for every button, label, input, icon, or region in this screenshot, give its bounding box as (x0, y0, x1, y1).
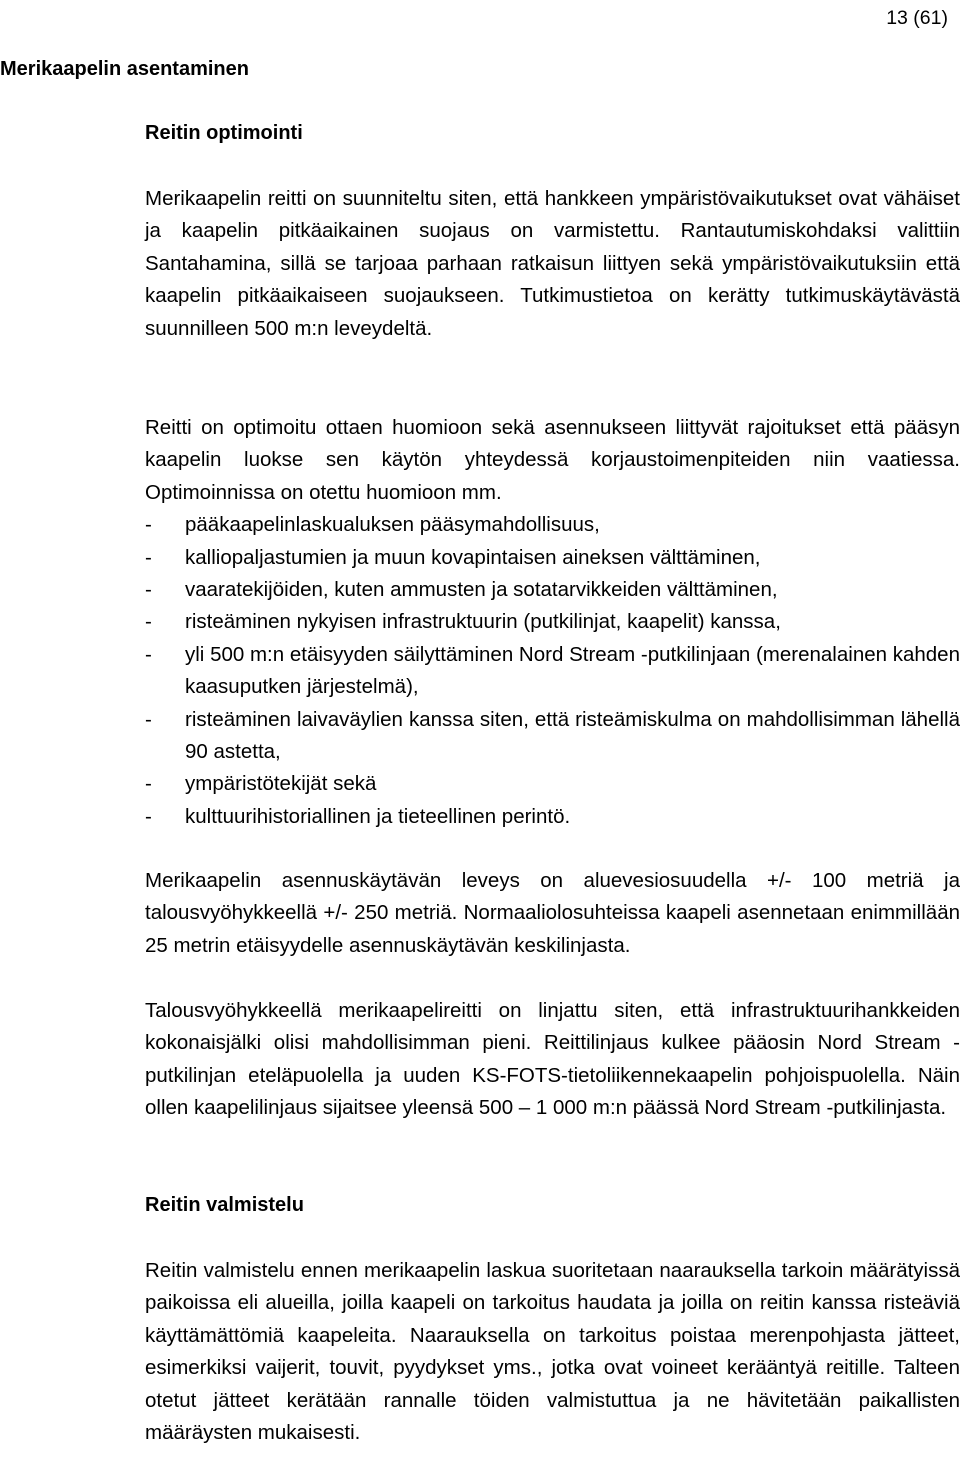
list-item-text: pääkaapelinlaskualuksen pääsymahdollisuus, (185, 513, 600, 537)
list-item: - pääkaapelinlaskualuksen pääsymahdollisuus, (145, 513, 600, 537)
list-item-text: kalliopaljastumien ja muun kovapintaisen aineksen välttäminen, (185, 545, 761, 569)
list-item-text: ympäristötekijät sekä (185, 772, 377, 796)
list-item: - kulttuurihistoriallinen ja tieteellinen perintö. (145, 804, 571, 828)
paragraph-route-preparation (145, 1255, 960, 1449)
paragraph-text: Merikaapelin asennuskäytävän leveys on aluevesiosuudella +/- 100 metriä ja talousvyöhykkeellä +/- 250 metriä. Normaaliolosuhteissa kaapeli asennetaan enimmillään 25 metrin etäisyydelle asennuskäytävän keskilinjasta. (145, 869, 960, 957)
list-item: - kalliopaljastumien ja muun kovapintaisen aineksen välttäminen, (145, 545, 761, 569)
list-item-text: risteäminen nykyisen infrastruktuurin (putkilinjat, kaapelit) kanssa, (185, 610, 781, 634)
subheading-route-preparation: Reitin valmistelu (145, 1194, 304, 1216)
list-item: - ympäristötekijät sekä (145, 772, 377, 796)
paragraph-text: Merikaapelin reitti on suunniteltu siten, että hankkeen ympäristövaikutukset ovat vähäiset ja kaapelin pitkäaikainen suojaus on varmistettu. Rantautumiskohdaksi valittiin Santahamina, sillä se tarjoaa parhaan ratkaisun liittyen sekä ympäristövaikutuksiin että kaapelin pitkäaikaiseen suojaukseen. Tutkimustietoa on kerätty tutkimuskäytävästä suunnilleen 500 m:n leveydeltä. (145, 187, 960, 340)
list-item: - vaaratekijöiden, kuten ammusten ja sotatarvikkeiden välttäminen, (145, 578, 778, 602)
section-title: Merikaapelin asentaminen (0, 58, 249, 80)
list-item-text: vaaratekijöiden, kuten ammusten ja sotatarvikkeiden välttäminen, (185, 578, 778, 602)
paragraph-text: Talousvyöhykkeellä merikaapelireitti on linjattu siten, että infrastruktuurihankkeiden kokonaisjälki olisi mahdollisimman pieni. Reittilinjaus kulkee pääosin Nord Stream -putkilinjan eteläpuolella ja uuden KS-FOTS-tietoliikennekaapelin pohjoispuolella. Näin ollen kaapelilinjaus sijaitsee yleensä 500 – 1 000 m:n päässä Nord Stream -putkilinjasta. (145, 999, 960, 1120)
list-item: - risteäminen laivaväylien kanssa siten, että risteämiskulma on mahdollisimman lähellä 90 astetta, (145, 707, 960, 764)
paragraph-text: Reitin valmistelu ennen merikaapelin laskua suoritetaan naarauksella tarkoin määrätyissä paikoissa eli alueilla, joilla kaapeli on tarkoitus haudata ja joilla on reitin kanssa risteäviä käyttämättömiä kaapeleita. Naarauksella on tarkoitus poistaa merenpohjasta jätteet, esimerkiksi vaijerit, touvit, pyydykset yms., jotka ovat voineet kerääntyä reitille. Talteen otetut jätteet kerätään rannalle töiden valmistuttua ja ne hävitetään paikallisten määräysten mukaisesti. (145, 1259, 960, 1445)
paragraph-route-intro (145, 183, 960, 345)
list-item-text: yli 500 m:n etäisyyden säilyttäminen Nord Stream -putkilinjaan (merenalainen kahden kaasuputken järjestelmä), (185, 642, 960, 699)
paragraph-corridor-width (145, 865, 960, 962)
list-item-text: risteäminen laivaväylien kanssa siten, että risteämiskulma on mahdollisimman lähellä 90 astetta, (185, 707, 960, 764)
page-number: 13 (61) (886, 7, 948, 29)
paragraph-optimization-criteria (145, 412, 960, 833)
list-item: - risteäminen nykyisen infrastruktuurin (putkilinjat, kaapelit) kanssa, (145, 610, 781, 634)
criteria-list (145, 509, 960, 833)
paragraph-eez-routing (145, 995, 960, 1125)
paragraph-text: Reitti on optimoitu ottaen huomioon sekä asennukseen liittyvät rajoitukset että pääsyn kaapelin luokse sen käytön yhteydessä korjaustoimenpiteiden niin vaatiessa. Optimoinnissa on otettu huomioon mm. (145, 416, 960, 504)
list-item: - yli 500 m:n etäisyyden säilyttäminen Nord Stream -putkilinjaan (merenalainen kahden kaasuputken järjestelmä), (145, 642, 960, 699)
list-item-text: kulttuurihistoriallinen ja tieteellinen perintö. (185, 804, 571, 828)
subheading-route-optimization: Reitin optimointi (145, 122, 303, 144)
